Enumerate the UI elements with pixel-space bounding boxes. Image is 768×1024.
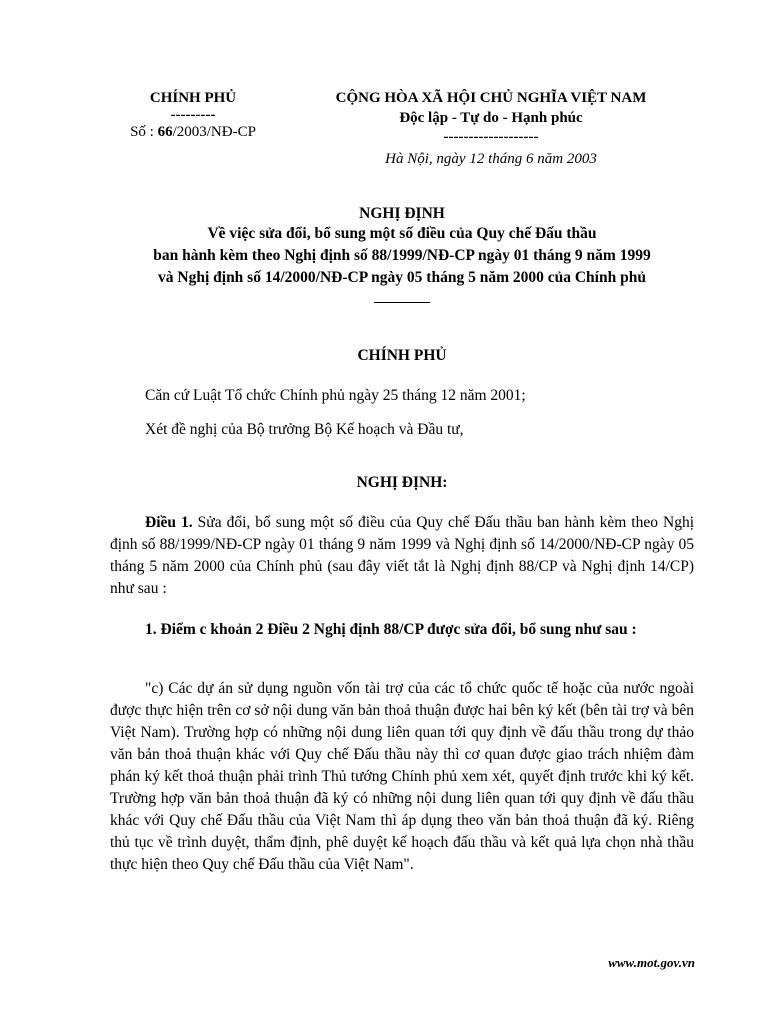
legal-basis-paragraph: Căn cứ Luật Tổ chức Chính phủ ngày 25 tháng 12 năm 2001; (145, 387, 526, 404)
motto-divider: ------------------- (443, 129, 539, 145)
footer-website: www.mot.gov.vn (608, 955, 695, 970)
agency-divider: --------- (170, 107, 216, 123)
decree-number-prefix: Số : (130, 124, 158, 140)
decree-number-suffix: /2003/NĐ-CP (172, 124, 256, 140)
national-header-block (302, 88, 680, 169)
title-separator-rule (374, 302, 430, 303)
clause-1-quote: "c) Các dự án sử dụng nguồn vốn tài trợ của các tổ chức quốc tế hoặc của nước ngoài được thực hiện trên cơ sở nội dung văn bản thoả thuận được hai bên ký kết (bên tài trợ và bên Việt Nam). Trường hợp có những nội dung liên quan tới quy định về đấu thầu trong dự thảo văn bản thoả thuận khác với Quy chế Đấu thầu này thì cơ quan được giao trách nhiệm đàm phán ký kết thoả thuận phải trình Thủ tướng Chính phủ xem xét, quyết định trước khi ký kết. Trường hợp văn bản thoả thuận đã ký có những nội dung liên quan tới quy định về đấu thầu khác với Quy chế Đấu thầu của Việt Nam thì áp dụng theo văn bản thoả thuận đã ký. Riêng thủ tục về trình duyệt, thẩm định, phê duyệt kế hoạch đấu thầu và kết quả lựa chọn nhà thầu thực hiện theo Quy chế Đấu thầu của Việt Nam". (110, 680, 694, 873)
national-motto: Độc lập - Tự do - Hạnh phúc (399, 110, 583, 126)
issuing-agency-block (110, 88, 276, 142)
article-1-label: Điều 1. (145, 514, 193, 531)
issuing-agency: CHÍNH PHỦ (149, 90, 237, 106)
subtitle-line-3: và Nghị định số 14/2000/NĐ-CP ngày 05 tháng 5 năm 2000 của Chính phủ (158, 269, 646, 286)
subtitle-line-2: ban hành kèm theo Nghị định số 88/1999/NĐ-CP ngày 01 tháng 9 năm 1999 (153, 247, 651, 264)
nation-name: CỘNG HÒA XÃ HỘI CHỦ NGHĨA VIỆT NAM (335, 90, 647, 106)
article-1-paragraph (110, 512, 694, 600)
decree-number (110, 122, 276, 142)
decree-number-bold: 66 (157, 124, 173, 140)
proposal-paragraph: Xét đề nghị của Bộ trưởng Bộ Kế hoạch và Đầu tư, (145, 421, 464, 438)
clause-1-heading: 1. Điểm c khoản 2 Điều 2 Nghị định 88/CP được sửa đổi, bổ sung như sau : (145, 621, 637, 638)
government-heading: CHÍNH PHỦ (357, 347, 447, 364)
document-type-title: NGHỊ ĐỊNH (359, 205, 445, 222)
subtitle-line-1: Về việc sửa đổi, bổ sung một số điều của Quy chế Đấu thầu (207, 225, 597, 242)
document-subtitle (100, 223, 704, 289)
article-1-text: Sửa đổi, bổ sung một số điều của Quy chế Đấu thầu ban hành kèm theo Nghị định số 88/1999/NĐ-CP ngày 01 tháng 9 năm 1999 và Nghị định số 14/2000/NĐ-CP ngày 05 tháng 5 năm 2000 của Chính phủ (sau đây viết tắt là Nghị định 88/CP và Nghị định 14/CP) như sau : (110, 514, 694, 597)
place-date: Hà Nội, ngày 12 tháng 6 năm 2003 (385, 151, 597, 167)
decrees-heading: NGHỊ ĐỊNH: (356, 474, 448, 491)
